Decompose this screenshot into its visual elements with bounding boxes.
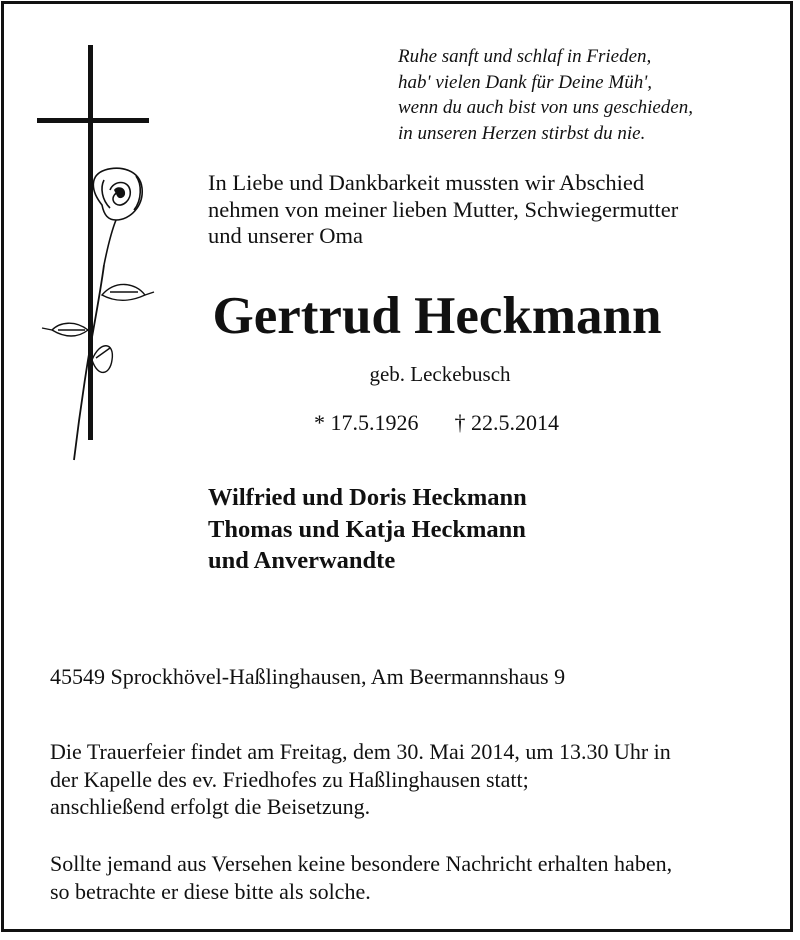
poem-line: in unseren Herzen stirbst du nie. xyxy=(398,123,646,145)
mourner-line: Wilfried und Doris Heckmann xyxy=(208,484,527,511)
cross-with-rose-icon xyxy=(30,40,160,470)
notice-line: so betrachte er diese bitte als solche. xyxy=(50,878,371,904)
notification-notice xyxy=(50,850,672,905)
poem-line: wenn du auch bist von uns geschieden, xyxy=(398,97,693,119)
poem-line: Ruhe sanft und schlaf in Frieden, xyxy=(398,46,652,67)
maiden-name: geb. Leckebusch xyxy=(369,362,511,386)
intro-text xyxy=(208,170,728,250)
address: 45549 Sprockhövel-Haßlinghausen, Am Beermannshaus 9 xyxy=(50,664,566,689)
intro-line: In Liebe und Dankbarkeit mussten wir Abschied xyxy=(208,170,645,195)
death-date: † 22.5.2014 xyxy=(454,410,559,435)
funeral-service-info xyxy=(50,738,671,821)
service-line: Die Trauerfeier findet am Freitag, dem 30. Mai 2014, um 13.30 Uhr in xyxy=(50,739,671,764)
poem-line: hab' vielen Dank für Deine Müh', xyxy=(398,71,653,93)
intro-line: und unserer Oma xyxy=(208,223,363,248)
memorial-poem xyxy=(398,44,693,147)
notice-line: Sollte jemand aus Versehen keine besondere Nachricht erhalten haben, xyxy=(50,851,673,876)
service-line: anschließend erfolgt die Beisetzung. xyxy=(50,794,371,819)
intro-line: nehmen von meiner lieben Mutter, Schwiegermutter xyxy=(208,196,679,222)
life-dates xyxy=(314,410,559,436)
mourners-list xyxy=(208,482,527,577)
mourner-line: Thomas und Katja Heckmann xyxy=(208,515,526,543)
service-line: der Kapelle des ev. Friedhofes zu Haßlinghausen statt; xyxy=(50,766,529,792)
birth-date: * 17.5.1926 xyxy=(314,410,419,435)
mourner-line: und Anverwandte xyxy=(208,547,396,574)
deceased-name: Gertrud Heckmann xyxy=(212,287,662,345)
